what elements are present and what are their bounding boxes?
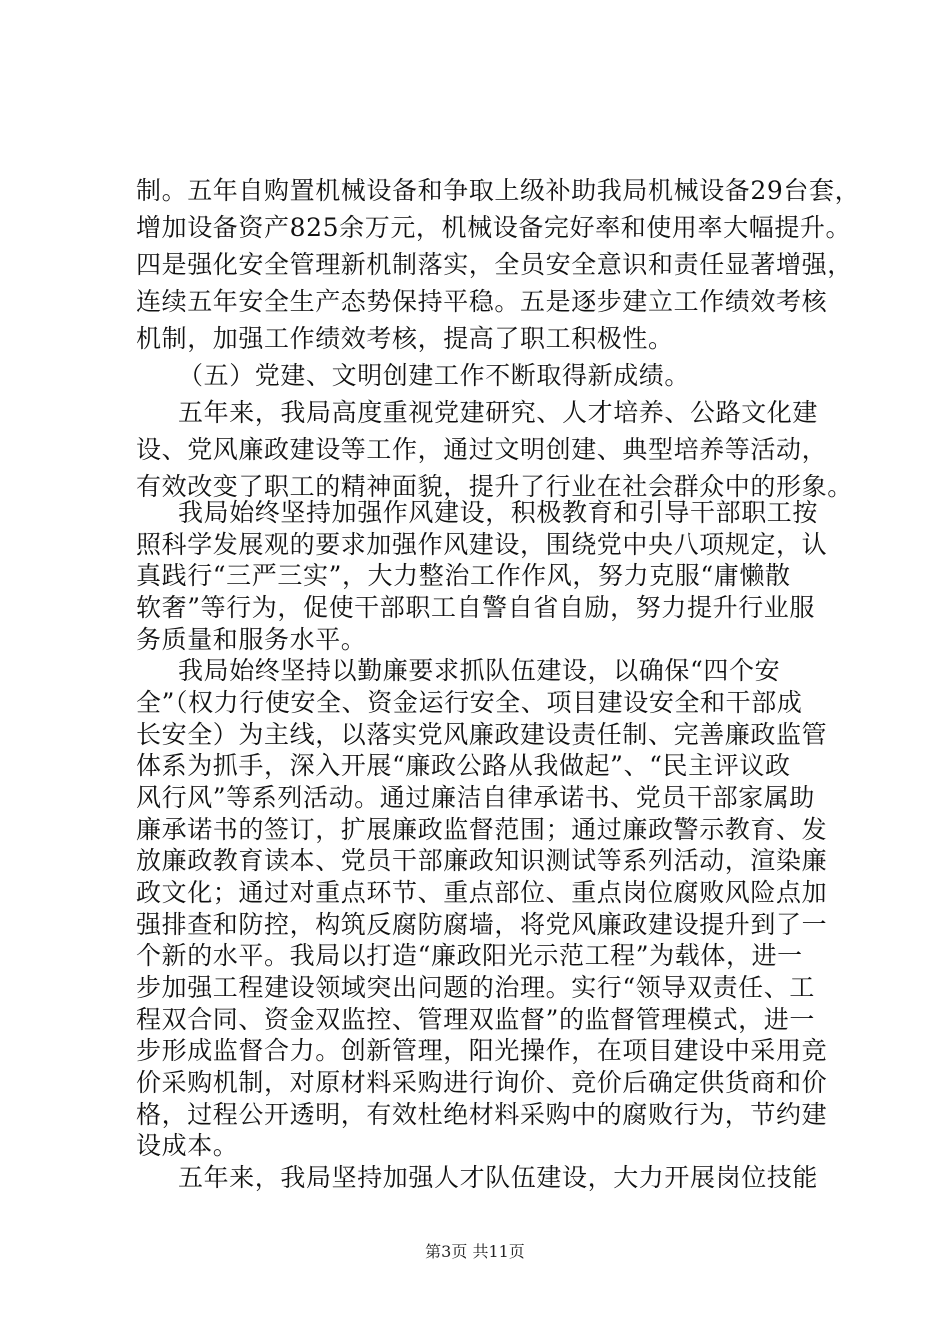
page-number-footer: 第3页 共11页 xyxy=(425,1242,525,1261)
text-line: 风行风”等系列活动。通过廉洁自律承诺书、党员干部家属助 xyxy=(136,783,815,812)
text-line: 软奢”等行为，促使干部职工自警自省自励，努力提升行业服 xyxy=(136,593,815,622)
text-line: 务质量和服务水平。 xyxy=(136,625,367,654)
text-line: 步形成监督合力。创新管理，阳光操作，在项目建设中采用竞 xyxy=(136,1036,828,1065)
text-line: 照科学发展观的要求加强作风建设，围绕党中央八项规定，认 xyxy=(136,530,828,559)
text-line: 个新的水平。我局以打造“廉政阳光示范工程”为载体，进一 xyxy=(136,941,803,970)
text-line: 有效改变了职工的精神面貌，提升了行业在社会群众中的形象。 xyxy=(136,472,853,501)
text-line: 价采购机制，对原材料采购进行询价、竞价后确定供货商和价 xyxy=(136,1068,828,1097)
text-line: 制。五年自购置机械设备和争取上级补助我局机械设备29台套， xyxy=(136,176,861,205)
text-line: 机制，加强工作绩效考核，提高了职工积极性。 xyxy=(136,324,674,353)
text-line: 五年来，我局坚持加强人才队伍建设，大力开展岗位技能 xyxy=(178,1163,819,1192)
text-line: 廉承诺书的签订，扩展廉政监督范围；通过廉政警示教育、发 xyxy=(136,815,828,844)
section-heading: （五）党建、文明创建工作不断取得新成绩。 xyxy=(178,361,691,390)
text-line: 步加强工程建设领域突出问题的治理。实行“领导双责任、工 xyxy=(136,973,815,1002)
text-line: 强排查和防控，构筑反腐防腐墙，将党风廉政建设提升到了一 xyxy=(136,910,828,939)
text-line: 设、党风廉政建设等工作，通过文明创建、典型培养等活动， xyxy=(136,435,828,464)
text-line: 真践行“三严三实”，大力整治工作作风，努力克服“庸懒散 xyxy=(136,561,791,590)
text-line: 长安全）为主线，以落实党风廉政建设责任制、完善廉政监管 xyxy=(136,720,828,749)
text-line: 体系为抓手，深入开展“廉政公路从我做起”、“民主评议政 xyxy=(136,751,791,780)
text-line: 放廉政教育读本、党员干部廉政知识测试等系列活动，渲染廉 xyxy=(136,846,828,875)
text-line: 程双合同、资金双监控、管理双监督”的监督管理模式，进一 xyxy=(136,1005,815,1034)
text-line: 全”（权力行使安全、资金运行安全、项目建设安全和干部成 xyxy=(136,688,803,717)
text-line: 四是强化安全管理新机制落实，全员安全意识和责任显著增强， xyxy=(136,250,853,279)
text-line: 五年来，我局高度重视党建研究、人才培养、公路文化建 xyxy=(178,398,819,427)
text-line: 增加设备资产825余万元，机械设备完好率和使用率大幅提升。 xyxy=(136,213,852,242)
text-line: 设成本。 xyxy=(136,1131,239,1160)
text-line: 我局始终坚持以勤廉要求抓队伍建设，以确保“四个安 xyxy=(178,656,781,685)
text-line: 政文化；通过对重点环节、重点部位、重点岗位腐败风险点加 xyxy=(136,878,828,907)
text-line: 格，过程公开透明，有效杜绝材料采购中的腐败行为，节约建 xyxy=(136,1100,828,1129)
text-line: 我局始终坚持加强作风建设，积极教育和引导干部职工按 xyxy=(178,498,819,527)
text-line: 连续五年安全生产态势保持平稳。五是逐步建立工作绩效考核 xyxy=(136,287,828,316)
